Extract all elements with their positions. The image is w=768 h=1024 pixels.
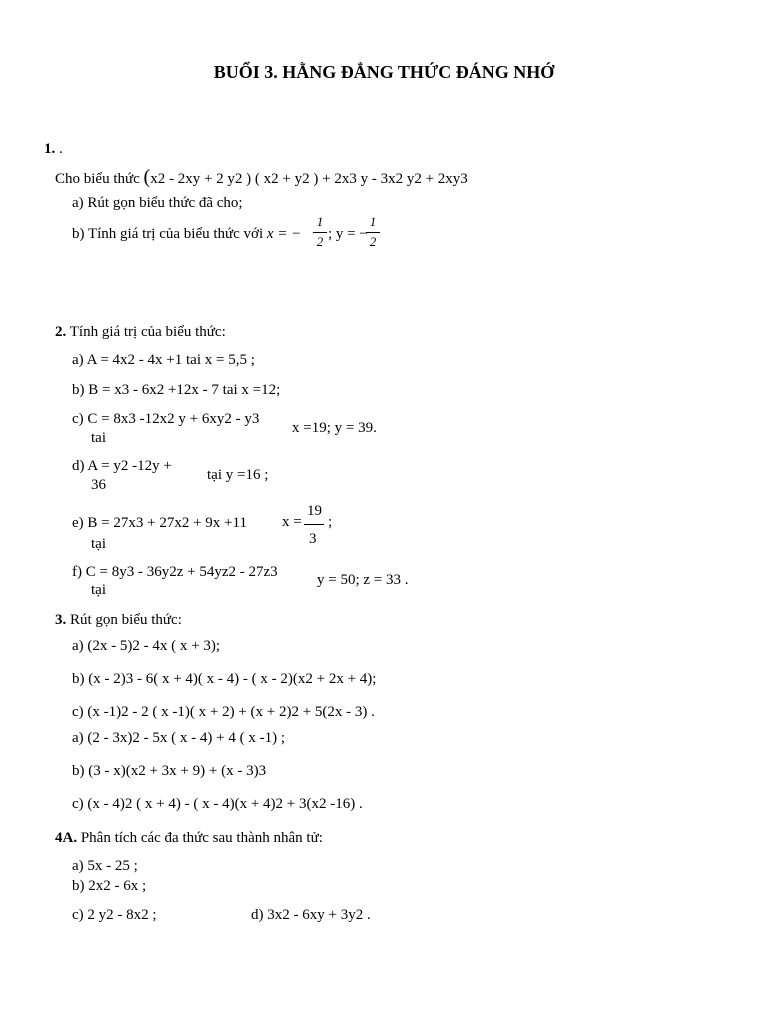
q1-part-b (72, 225, 301, 243)
q2-item-c-value: x =19; y = 39. (292, 420, 377, 436)
q1-x-frac-den: 2 (316, 234, 324, 249)
q4-number: 4A. (55, 830, 78, 846)
q2-item-e-frac-num: 19 (307, 503, 322, 519)
q3-item: a) (2x - 5)2 - 4x ( x + 3); (72, 638, 221, 654)
q1-expression: x2 - 2xy + 2 y2 ) ( x2 + y2 ) + 2x3 y - 3x2 y2 + 2xy3 (150, 171, 468, 187)
q2-header (55, 323, 226, 341)
q2-item-e-x: x = (282, 514, 302, 530)
q2-item-c: c) C = 8x3 -12x2 y + 6xy2 - y3 (72, 411, 260, 427)
q3-heading: Rút gọn biểu thức: (70, 612, 182, 628)
q3-item: c) (x -1)2 - 2 ( x -1)( x + 2) + (x + 2)2 + 5(2x - 3) . (72, 704, 375, 720)
q3-header (55, 611, 182, 629)
q2-item-d: d) A = y2 -12y + (72, 458, 172, 474)
q2-item-d-tai: tại y =16 ; (207, 467, 269, 483)
q3-item: a) (2 - 3x)2 - 5x ( x - 4) + 4 ( x -1) ; (72, 730, 285, 746)
q2-item-c-tai: tai (91, 430, 106, 446)
q4-item-c: c) 2 y2 - 8x2 ; (72, 907, 157, 923)
q1-dot: . (55, 141, 63, 157)
page-title: BUỔI 3. HẰNG ĐẲNG THỨC ĐÁNG NHỚ (213, 62, 555, 82)
q1-y-frac-bar (366, 232, 380, 233)
open-paren: ( (143, 166, 151, 188)
q3-item: b) (x - 2)3 - 6( x + 4)( x - 4) - ( x - 2)(x2 + 2x + 4); (72, 671, 377, 687)
q1-y-frac-den: 2 (369, 234, 377, 249)
q1-header (44, 140, 63, 158)
q2-item-e-tai: tại (91, 536, 106, 552)
q2-item-e-end: ; (328, 514, 333, 530)
q2-item-f: f) C = 8y3 - 36y2z + 54yz2 - 27z3 (72, 564, 278, 580)
q3-item: b) (3 - x)(x2 + 3x + 9) + (x - 3)3 (72, 763, 267, 779)
q1-expression-line (55, 168, 468, 188)
q4-item-d: d) 3x2 - 6xy + 3y2 . (251, 907, 371, 923)
q1-x-frac-bar (313, 232, 327, 233)
q3-item: c) (x - 4)2 ( x + 4) - ( x - 4)(x + 4)2 + 3(x2 -16) . (72, 796, 363, 812)
q1-x-value: x = − (266, 226, 302, 242)
q2-item-e: e) B = 27x3 + 27x2 + 9x +11 (72, 515, 247, 531)
q4-header (55, 829, 323, 847)
q2-item-d-36: 36 (91, 477, 106, 493)
q1-number: 1. (44, 141, 56, 157)
q1-y-value: ; y = − (328, 226, 368, 242)
q2-heading: Tính giá trị của biểu thức: (69, 324, 226, 340)
q1-x-frac-num: 1 (316, 214, 324, 229)
q1-part-b-text: b) Tính giá trị của biểu thức với (72, 226, 264, 242)
q2-item-e-frac-bar (304, 524, 324, 525)
q1-part-a: a) Rút gọn biểu thức đã cho; (72, 195, 243, 211)
q2-item-b: b) B = x3 - 6x2 +12x - 7 tai x =12; (72, 382, 281, 398)
q2-item-e-frac-den: 3 (309, 531, 317, 547)
q4-item-b: b) 2x2 - 6x ; (72, 878, 147, 894)
q3-number: 3. (55, 612, 67, 628)
q2-number: 2. (55, 324, 67, 340)
q1-y-frac-num: 1 (369, 214, 377, 229)
q4-item-a: a) 5x - 25 ; (72, 858, 138, 874)
q2-item-a: a) A = 4x2 - 4x +1 tai x = 5,5 ; (72, 352, 255, 368)
q1-intro: Cho biểu thức (55, 171, 140, 187)
q2-item-f-value: y = 50; z = 33 . (317, 572, 409, 588)
q2-item-f-tai: tại (91, 582, 106, 598)
q4-heading: Phân tích các đa thức sau thành nhân tử: (80, 830, 323, 846)
